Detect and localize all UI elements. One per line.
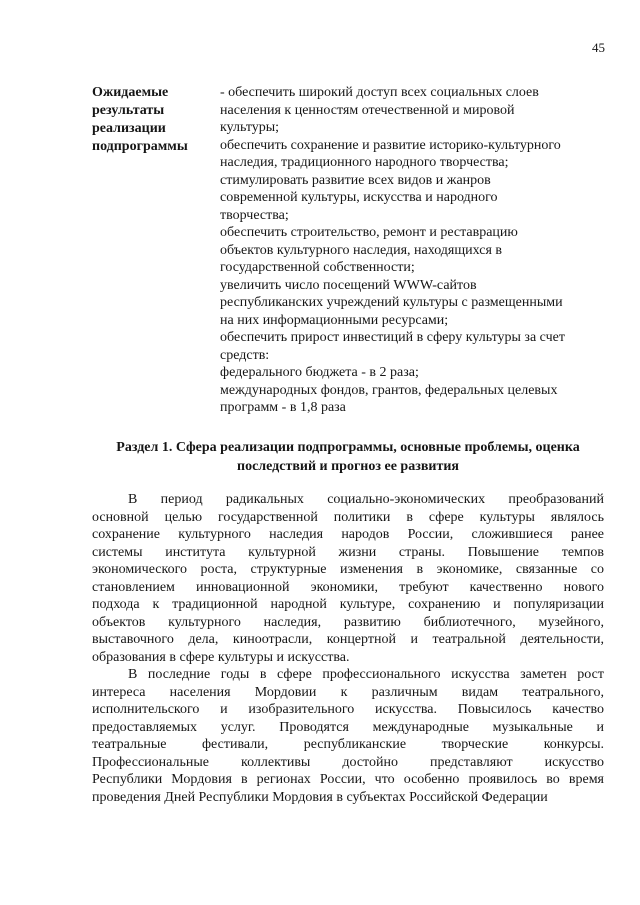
result-item [220,382,604,417]
result-line: федерального бюджета - в 2 раза; [220,365,419,380]
result-item [220,364,604,382]
paragraph-line: В последние годы в сфере профессионального искусства заметен рост [128,667,604,682]
paragraph-line: Республики Мордовия в регионах России, что особенно проявилось во время [92,772,604,787]
result-line: обеспечить строительство, ремонт и реставрацию [220,225,518,240]
result-item [220,172,604,225]
result-item [220,84,604,137]
expected-results-label [92,84,210,156]
result-line: обеспечить сохранение и развитие историко-культурного [220,137,561,153]
paragraph-line: системы института культурной жизни страны. Повышение темпов [92,544,604,560]
paragraph-line: предоставляемых услуг. Проводятся международные музыкальные и [92,719,604,735]
label-line: подпрограммы [92,139,188,154]
result-line: населения к ценностям отечественной и мировой [220,102,515,118]
result-line: средств: [220,347,270,363]
result-line: увеличить число посещений WWW-сайтов [220,277,477,293]
result-line: современной культуры, искусства и народного [220,190,498,205]
section-heading [92,438,604,476]
result-line: наследия, традиционного народного творчества; [220,155,509,170]
paragraph-line: образования в сфере культуры и искусства. [92,649,350,665]
result-line: творчества; [220,207,289,223]
result-line: культуры; [220,120,280,135]
label-line: реализации [92,121,166,136]
paragraph-line: объектов культурного наследия, развитию библиотечного, музейного, [92,614,604,630]
paragraph-line: интереса населения Мордовии к различным видам театрального, [92,684,604,700]
paragraph [92,666,604,806]
section-body [92,491,604,806]
result-line: объектов культурного наследия, находящихся в [220,242,502,258]
paragraph-line: В период радикальных социально-экономических преобразований [128,492,604,507]
paragraph [92,491,604,666]
paragraph-line: экономического роста, структурные изменения в экономике, связанные со [92,562,604,577]
page-number: 45 [592,40,605,55]
result-line: обеспечить прирост инвестиций в сферу культуры за счет [220,330,565,345]
paragraph-line: исполнительского и изобразительного искусства. Повысилось качество [92,702,604,717]
result-item [220,329,604,364]
heading-line: последствий и прогноз ее развития [237,459,459,474]
label-line: Ожидаемые [92,85,169,100]
result-line: республиканских учреждений культуры с размещенными [220,295,563,310]
paragraph-line: подхода к традиционной народной культуре, сохранению и популяризации [92,597,604,612]
result-line: программ - в 1,8 раза [220,400,346,415]
paragraph-line: театральные фестивали, республиканские творческие конкурсы. [92,737,604,752]
paragraph-line: основной целью государственной политики в сфере культуры являлось [92,509,604,525]
paragraph-line: Профессиональные коллективы достойно представляют искусство [92,754,604,770]
expected-results-list [220,84,604,417]
result-line: государственной собственности; [220,260,415,275]
result-line: стимулировать развитие всех видов и жанров [220,172,491,188]
result-line: на них информационными ресурсами; [220,312,449,328]
result-line: - обеспечить широкий доступ всех социальных слоев [220,85,539,100]
heading-line: Раздел 1. Сфера реализации подпрограммы, основные проблемы, оценка [116,440,580,455]
paragraph-line: проведения Дней Республики Мордовия в субъектах Российской Федерации [92,789,548,805]
paragraph-line: сохранение культурного наследия народов России, сложившиеся ранее [92,527,604,542]
result-line: международных фондов, грантов, федеральных целевых [220,382,558,398]
result-item [220,224,604,277]
result-item [220,137,604,172]
paragraph-line: становлением инновационной экономики, требуют качественно нового [92,579,604,595]
result-item [220,277,604,330]
paragraph-line: выставочного дела, киноотрасли, концертной и театральной деятельности, [92,632,604,647]
label-line: результаты [92,103,165,118]
